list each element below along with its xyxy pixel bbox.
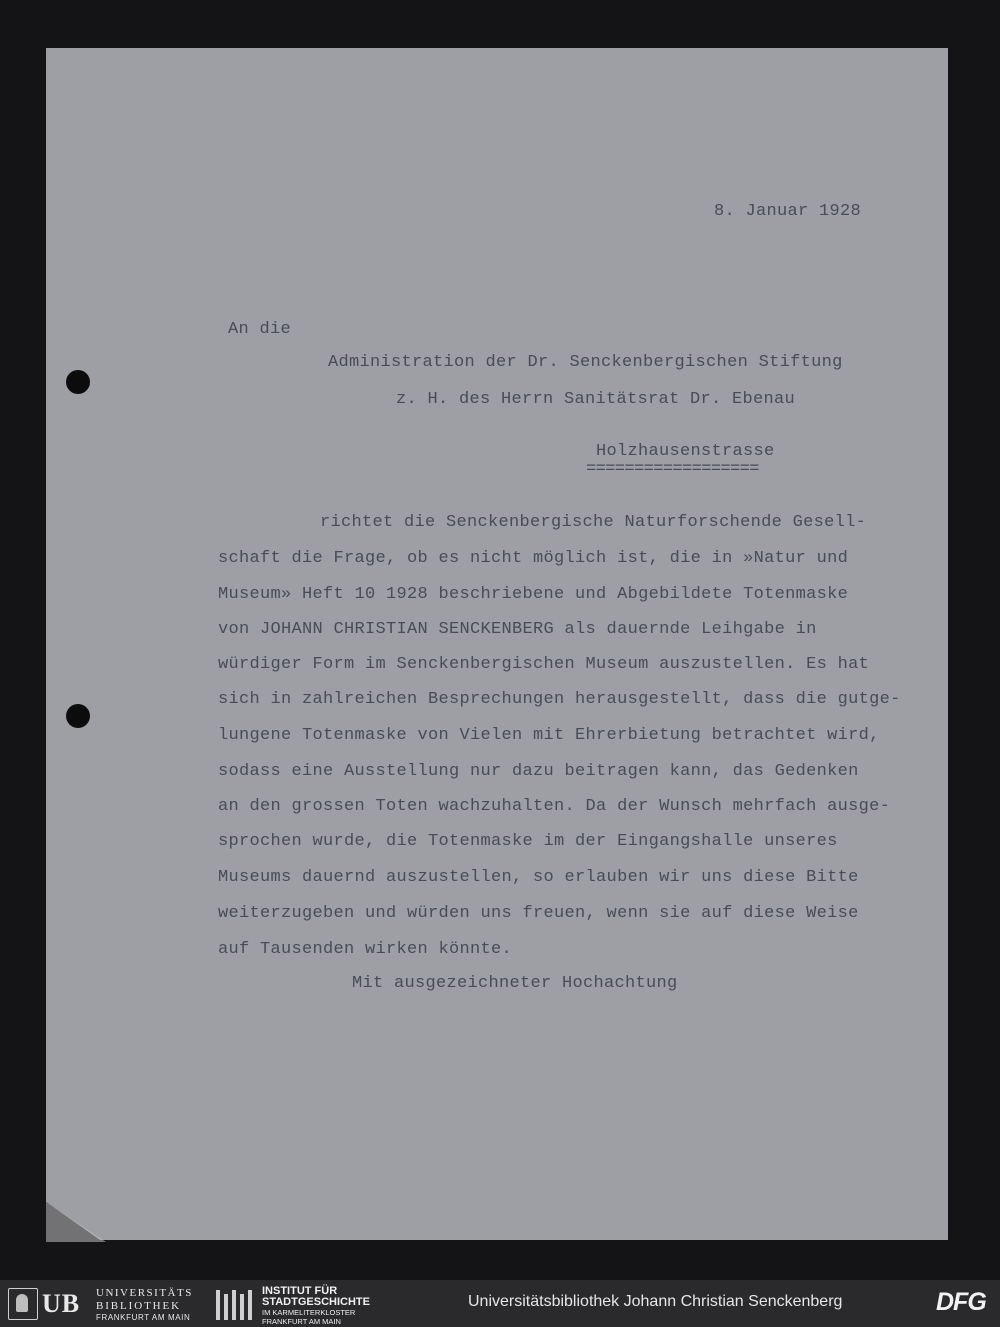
street-underline: ================== (586, 460, 759, 479)
ub-line-2: BIBLIOTHEK (96, 1300, 181, 1312)
body-line: sodass eine Ausstellung nur dazu beitragen kann, das Gedenken (218, 762, 859, 781)
isg-line-2: STADTGESCHICHTE (262, 1296, 370, 1308)
body-line: an den grossen Toten wachzuhalten. Da der Wunsch mehrfach ausge- (218, 797, 891, 816)
ub-initials: UB (42, 1289, 81, 1318)
isg-line-3: IM KARMELITERKLOSTER (262, 1308, 356, 1317)
letter-page (46, 48, 948, 1240)
footer-title: Universitätsbibliothek Johann Christian Senckenberg (468, 1293, 843, 1310)
body-line: Museum» Heft 10 1928 beschriebene und Abgebildete Totenmaske (218, 585, 849, 604)
body-line: von JOHANN CHRISTIAN SENCKENBERG als dauernde Leihgabe in (218, 620, 817, 639)
body-line: richtet die Senckenbergische Naturforschende Gesell- (320, 513, 867, 532)
recipient-line-1: Administration der Dr. Senckenbergischen Stiftung (328, 353, 843, 372)
body-line: sich in zahlreichen Besprechungen herausgestellt, dass die gutge- (218, 690, 901, 709)
letter-date: 8. Januar 1928 (714, 202, 862, 221)
closing: Mit ausgezeichneter Hochachtung (352, 974, 678, 993)
punch-hole-bottom (66, 704, 90, 728)
isg-line-4: FRANKFURT AM MAIN (262, 1317, 341, 1326)
body-line: sprochen wurde, die Totenmaske im der Eingangshalle unseres (218, 832, 838, 851)
dfg-logo: DFG (936, 1288, 986, 1316)
body-line: lungene Totenmaske von Vielen mit Ehrerbietung betrachtet wird, (218, 726, 880, 745)
isg-line-1: INSTITUT FÜR (262, 1285, 338, 1297)
body-line: schaft die Frage, ob es nicht möglich ist, die in »Natur und (218, 549, 849, 568)
salutation: An die (228, 320, 292, 339)
body-line: würdiger Form im Senckenbergischen Museum auszustellen. Es hat (218, 655, 870, 674)
body-line: Museums dauernd auszustellen, so erlauben wir uns diese Bitte (218, 868, 859, 887)
recipient-line-2: z. H. des Herrn Sanitätsrat Dr. Ebenau (396, 390, 796, 409)
ub-line-3: FRANKFURT AM MAIN (96, 1313, 191, 1322)
viewer-footer (0, 1280, 1000, 1327)
punch-hole-top (66, 370, 90, 394)
ub-logo-icon (8, 1288, 38, 1320)
ub-line-1: UNIVERSITÄTS (96, 1287, 193, 1299)
body-line: weiterzugeben und würden uns freuen, wenn sie auf diese Weise (218, 904, 859, 923)
isg-logo-icon (216, 1288, 252, 1320)
street-name: Holzhausenstrasse (596, 442, 775, 461)
body-line: auf Tausenden wirken könnte. (218, 940, 513, 959)
